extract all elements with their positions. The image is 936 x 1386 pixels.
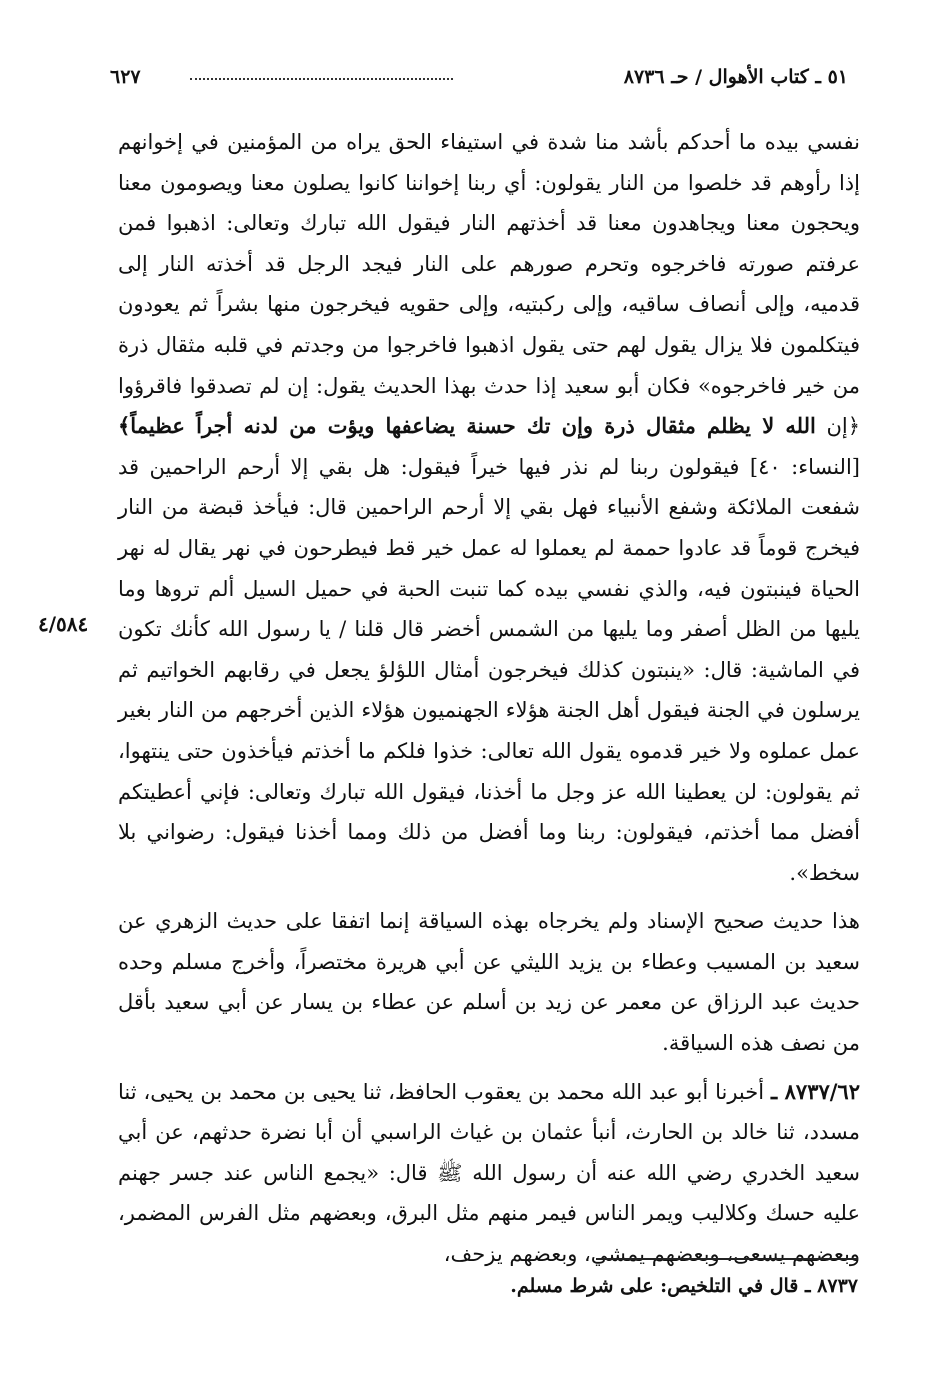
hadith-number: ٨٧٣٧/٦٢ ـ (770, 1078, 860, 1104)
footnote-divider (596, 1258, 858, 1260)
paragraph-commentary: هذا حديث صحيح الإسناد ولم يخرجاه بهذه السياقة إنما اتفقا على حديث الزهري عن سعيد بن المسيب وعطاء بن يزيد الليثي عن أبي هريرة مختصراً، وأخرج مسلم وحده حديث عبد الرزاق عن معمر عن زيد بن أسلم عن عطاء بن يسار عن أبي سعيد بأقل من نصف هذه السياقة. (118, 909, 860, 1056)
main-text (118, 122, 860, 1275)
running-header (110, 66, 848, 100)
paragraph-part: نفسي بيده ما أحدكم بأشد منا شدة في استيفاء الحق يراه من المؤمنين في إخوانهم إذا رأوهم قد خلصوا من النار يقولون: أي ربنا إخواننا كانوا يصلون معنا ويصومون معنا ويحجون معنا ويجاهدون معنا قد أخذتهم النار فيقول الله تبارك وتعالى: اذهبوا فمن عرفتم صورته فاخرجوه وتحرم صورهم على النار فيجد الرجل قد أخذته النار إلى قدميه، وإلى أنصاف ساقيه، وإلى ركبتيه، وإلى حقويه فيخرجون منها بشراً ثم يعودون فيتكلمون فلا يزال يقول لهم حتى يقول اذهبوا فاخرجوا من وجدتم في قلبه مثقال ذرة من خير فاخرجوه» فكان أبو سعيد إذا حدث بهذا الحديث يقول: إن لم تصدقوا فاقرؤوا ﴿إن (118, 130, 860, 439)
paragraph-hadith-8737 (118, 1072, 860, 1275)
margin-reference: ٤/٥٨٤ (38, 612, 89, 636)
page-number: ٦٢٧ (110, 66, 141, 88)
header-title: ٥١ ـ كتاب الأهوال / حـ ٨٧٣٦ (623, 66, 848, 88)
paragraph-part: [النساء: ٤٠] فيقولون ربنا لم نذر فيها خيراً فيقول: هل بقي إلا أرحم الراحمين قد شفعت الملائكة وشفع الأنبياء فهل بقي إلا أرحم الراحمين قال: فيأخذ قبضة من النار فيخرج قوماً قد عادوا حممة لم يعملوا له عمل خير قط فيطرحون في نهر يقال له نهر الحياة فينبتون فيه، والذي نفسي بيده كما تنبت الحبة في حميل السيل ألم تروها وما يليها من الظل أصفر وما يليها من الشمس أخضر قال قلنا / يا رسول الله كأنك تكون في الماشية: قال: «ينبتون كذلك فيخرجون أمثال اللؤلؤ يجعل في رقابهم الخواتيم ثم يرسلون في الجنة فيقول أهل الجنة هؤلاء الجهنميون هؤلاء الذين أخرجهم من النار بغير عمل عملوه ولا خير قدموه يقول الله تعالى: خذوا فلكم ما أخذتم فيأخذون حتى ينتهوا، ثم يقولون: لن يعطينا الله عز وجل ما أخذنا، فيقول الله تبارك وتعالى: فإني أعطيتكم أفضل مما أخذتم، فيقولون: ربنا وما أفضل من ذلك ومما أخذنا فيقول: رضواني بلا سخط». (118, 454, 860, 885)
paragraph-hadith-continuation (118, 122, 860, 893)
paragraph-gap (118, 893, 860, 901)
paragraph-gap (118, 1064, 860, 1072)
hadith-text: أخبرنا أبو عبد الله محمد بن يعقوب الحافظ، ثنا يحيى بن محمد بن يحيى، ثنا مسدد، ثنا خالد بن الحارث، أنبأ عثمان بن غياث الراسبي أن أبا نضرة حدثهم، عن أبي سعيد الخدري رضي الله عنه أن رسول الله ﷺ قال: «يجمع الناس عند جسر جهنم عليه حسك وكلاليب ويمر الناس فيمر منهم مثل البرق، وبعضهم مثل الفرس المضمر، وبعضهم يسعى، وبعضهم يمشي، وبعضهم يزحف، (118, 1079, 860, 1267)
footnote: ٨٧٣٧ ـ قال في التلخيص: على شرط مسلم. (510, 1275, 858, 1297)
quran-verse: الله لا يظلم مثقال ذرة وإن تك حسنة يضاعفها ويؤت من لدنه أجراً عظيماً﴾ (118, 413, 816, 439)
header-dotted-leader (190, 78, 453, 80)
